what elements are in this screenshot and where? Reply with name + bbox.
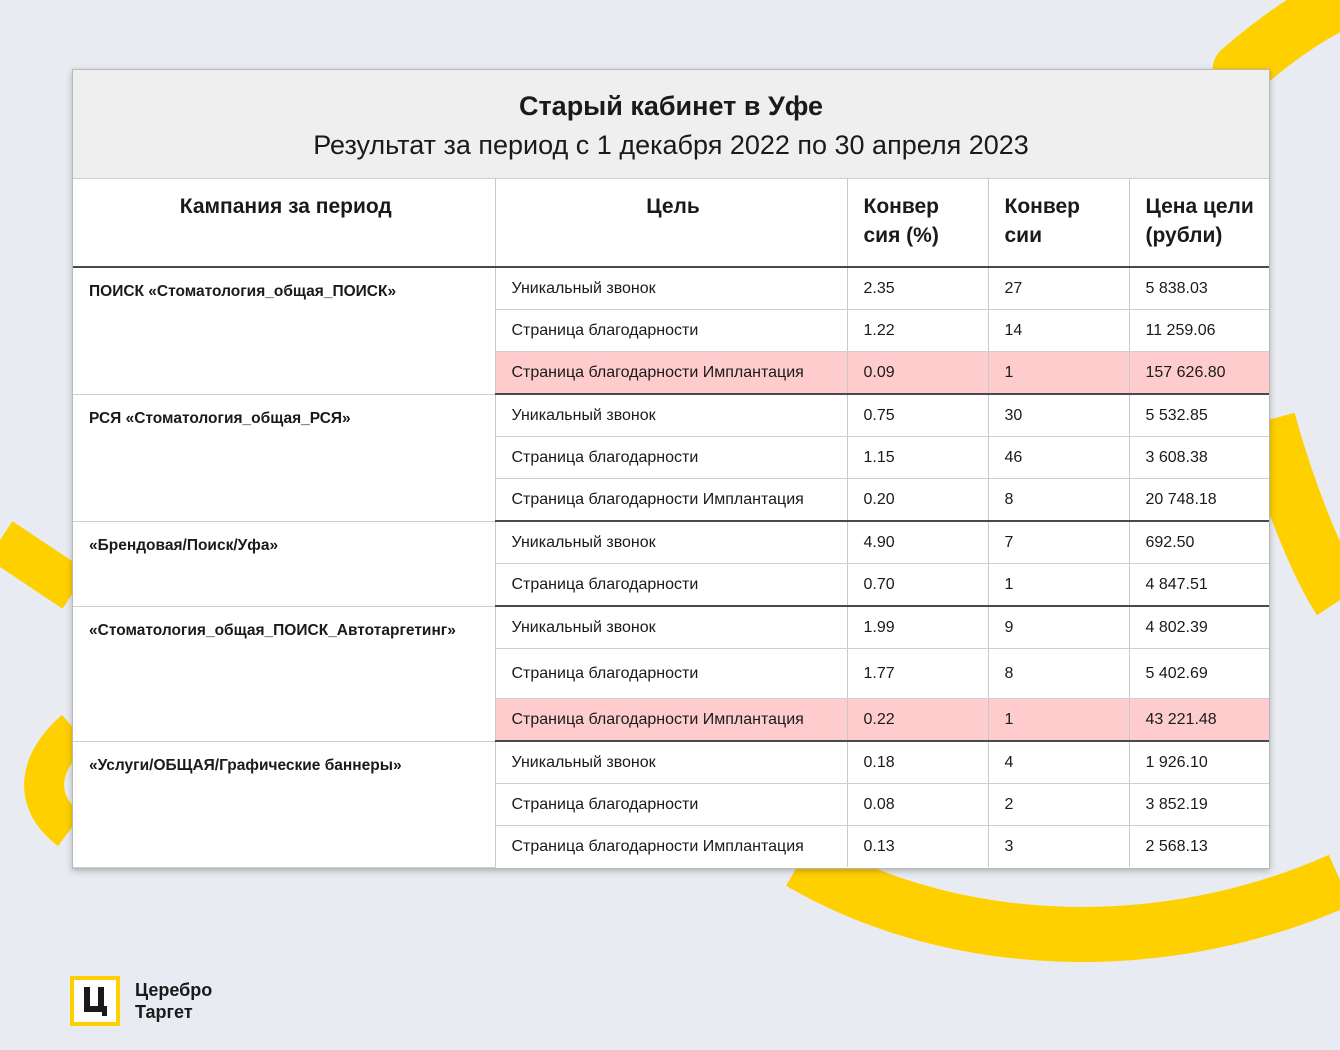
goal-price-cell: 4 847.51 [1129,564,1269,607]
report-card [72,69,1270,869]
goal-price-cell: 3 852.19 [1129,784,1269,826]
table-row [73,394,1269,437]
table-row [73,521,1269,564]
goal-cell: Страница благодарности Имплантация [495,479,847,522]
conversions-cell: 46 [988,437,1129,479]
goal-price-cell: 5 838.03 [1129,267,1269,310]
goal-cell: Уникальный звонок [495,267,847,310]
conversions-cell: 14 [988,310,1129,352]
goal-price-cell: 2 568.13 [1145,837,1208,855]
conversions-cell: 9 [988,606,1129,649]
conversion-rate-cell: 0.09 [847,352,988,395]
conversions-cell: 1 [988,699,1129,742]
conversion-rate-cell: 2.35 [847,267,988,310]
brand-name-line2: Таргет [135,1002,193,1022]
campaign-name: РСЯ «Стоматология_общая_РСЯ» [73,394,495,521]
conversion-rate-cell: 0.75 [847,394,988,437]
conversion-rate-cell: 1.99 [847,606,988,649]
conversion-rate-cell: 0.08 [847,784,988,826]
campaign-name: «Брендовая/Поиск/Уфа» [73,521,495,606]
conversion-rate-cell: 1.77 [847,649,988,699]
table-header-row [73,179,1269,267]
report-subtitle: Результат за период с 1 декабря 2022 по 30 апреля 2023 [313,130,1029,160]
column-header-campaign: Кампания за период [73,179,495,267]
brand-name-line1: Церебро [135,980,213,1000]
conversion-rate-cell: 4.90 [847,521,988,564]
goal-price-cell: 20 748.18 [1129,479,1269,522]
conversions-cell: 27 [988,267,1129,310]
conversions-cell: 7 [988,521,1129,564]
goal-cell: Страница благодарности Имплантация [495,352,847,395]
table-row [73,606,1269,649]
goal-cell: Страница благодарности Имплантация [495,699,847,742]
campaign-name: «Стоматология_общая_ПОИСК_Автотаргетинг» [73,606,495,741]
goal-price-cell: 157 626.80 [1129,352,1269,395]
conversion-rate-cell: 0.22 [847,699,988,742]
goal-cell: Страница благодарности [495,649,847,699]
column-header-goal-price: Цена цели (рубли) [1129,179,1269,267]
column-header-conversion-rate: Конвер сия (%) [847,179,988,267]
column-header-goal: Цель [495,179,847,267]
goal-cell: Уникальный звонок [495,606,847,649]
goal-cell: Уникальный звонок [495,521,847,564]
campaign-name: «Услуги/ОБЩАЯ/Графические баннеры» [73,741,495,867]
conversion-rate-cell: 1.22 [847,310,988,352]
campaign-name: ПОИСК «Стоматология_общая_ПОИСК» [73,267,495,394]
conversions-cell: 1 [988,352,1129,395]
campaign-table [73,179,1269,868]
column-header-conversions: Конвер сии [988,179,1129,267]
goal-cell: Страница благодарности [495,437,847,479]
goal-cell: Страница благодарности [495,784,847,826]
brand-name [135,979,212,1023]
goal-price-cell: 692.50 [1129,521,1269,564]
brand-mark-icon [70,976,120,1026]
goal-price-cell: 4 802.39 [1129,606,1269,649]
conversions-cell: 4 [988,741,1129,784]
conversion-rate-cell: 0.70 [847,564,988,607]
goal-price-cell: 11 259.06 [1129,310,1269,352]
brand-logo [70,976,212,1026]
letter-ts-icon [80,984,110,1018]
conversion-rate-cell: 0.18 [847,741,988,784]
goal-price-cell: 3 608.38 [1129,437,1269,479]
report-title: Старый кабинет в Уфе [518,91,824,121]
conversion-rate-cell: 1.15 [847,437,988,479]
conversion-rate-cell: 0.20 [847,479,988,522]
goal-cell: Страница благодарности [495,564,847,607]
goal-cell: Уникальный звонок [495,741,847,784]
goal-price-cell: 5 532.85 [1129,394,1269,437]
goal-cell: Страница благодарности Имплантация [495,826,847,868]
goal-cell: Уникальный звонок [495,394,847,437]
conversions-cell: 8 [988,479,1129,522]
goal-price-cell: 1 926.10 [1129,741,1269,784]
table-row [73,267,1269,310]
conversions-cell: 30 [988,394,1129,437]
table-row [73,741,1269,784]
conversions-cell: 8 [988,649,1129,699]
goal-cell: Страница благодарности [495,310,847,352]
goal-price-cell: 43 221.48 [1129,699,1269,742]
conversions-cell: 1 [988,564,1129,607]
report-header [73,70,1269,179]
conversion-rate-cell: 0.13 [847,826,988,868]
conversions-cell: 2 [988,784,1129,826]
goal-price-cell: 5 402.69 [1129,649,1269,699]
conversions-cell: 3 [988,826,1129,868]
